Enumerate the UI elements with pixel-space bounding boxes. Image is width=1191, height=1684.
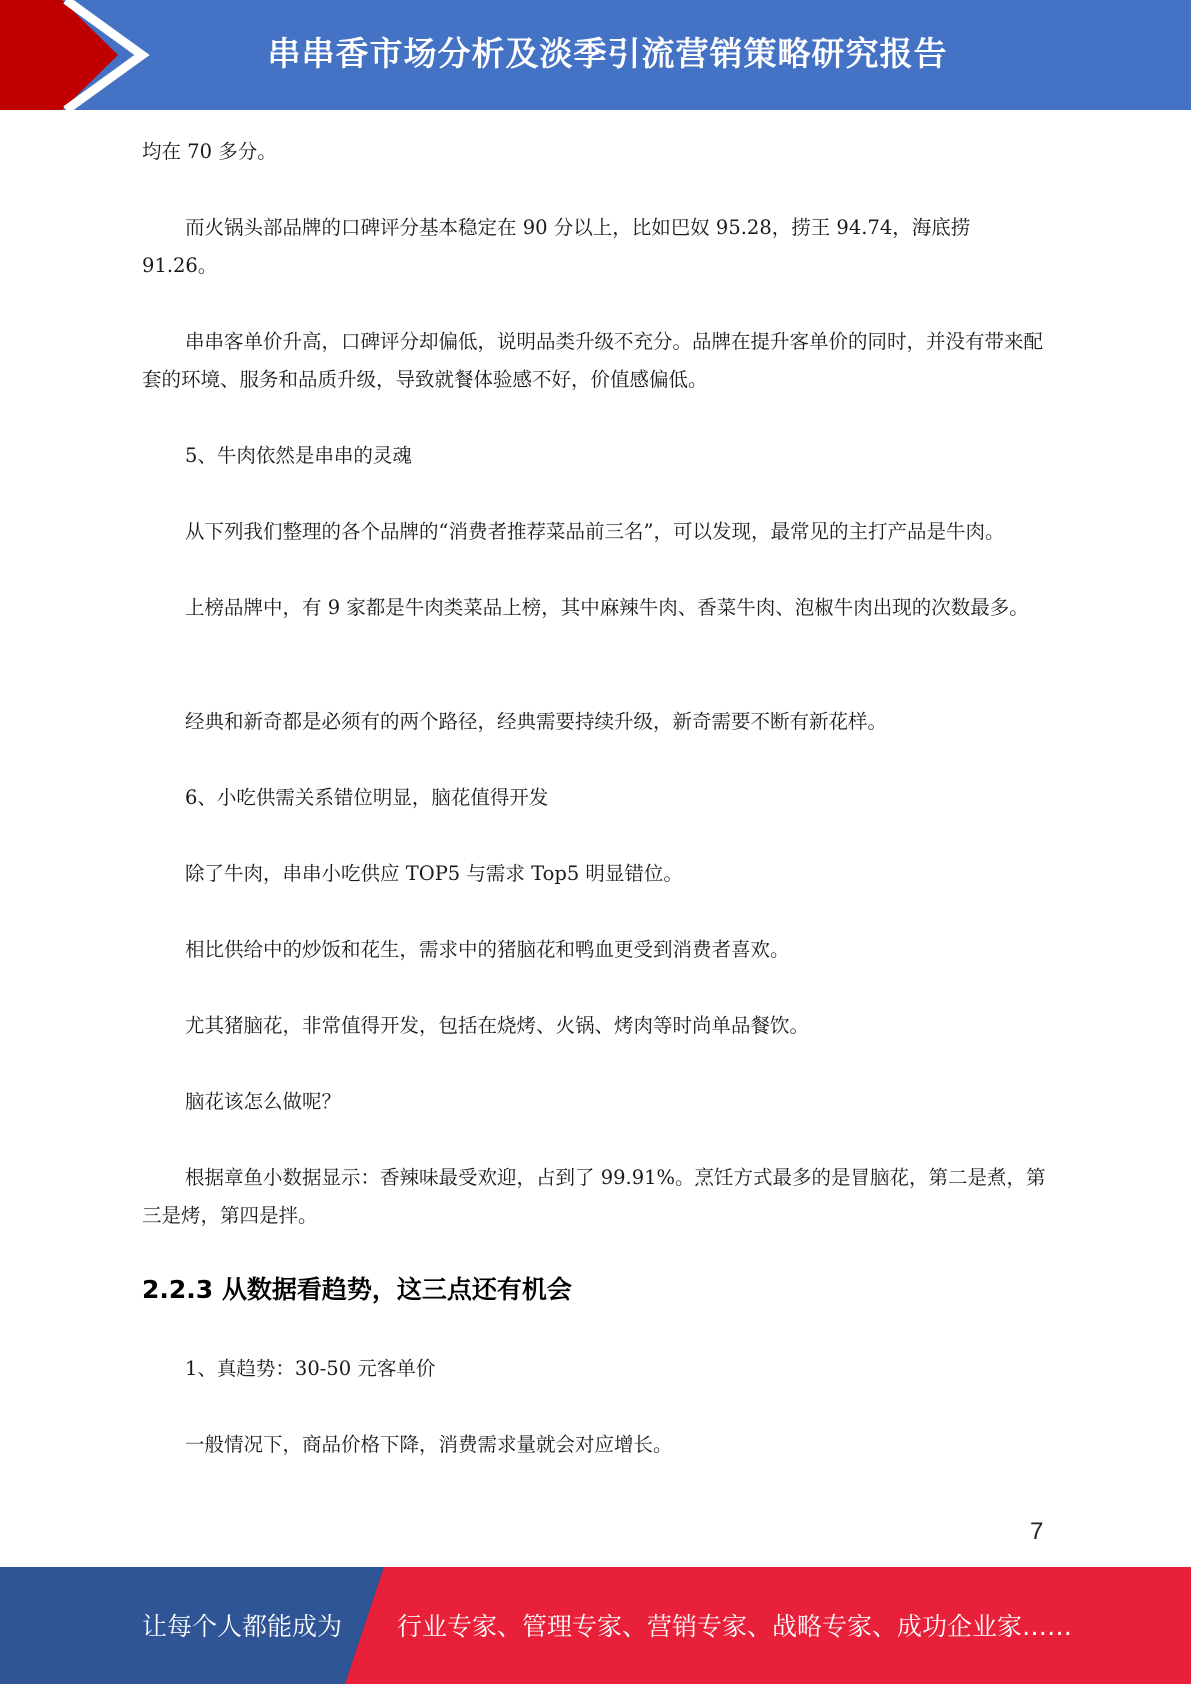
paragraph: 脑花该怎么做呢？ (185, 1090, 342, 1113)
paragraph: 从下列我们整理的各个品牌的“消费者推荐菜品前三名”，可以发现，最常见的主打产品是牛肉。 (185, 520, 1005, 543)
paragraph: 而火锅头部品牌的口碑评分基本稳定在 90 分以上，比如巴奴 95.28，捞王 94.74，海底捞 91.26。 (142, 216, 971, 277)
subheading-snacks: 6、小吃供需关系错位明显，脑花值得开发 (185, 786, 549, 809)
paragraph: 除了牛肉，串串小吃供应 TOP5 与需求 Top5 明显错位。 (185, 862, 683, 885)
paragraph: 相比供给中的炒饭和花生，需求中的猪脑花和鸭血更受到消费者喜欢。 (185, 938, 790, 961)
paragraph: 根据章鱼小数据显示：香辣味最受欢迎，占到了 99.91%。烹饪方式最多的是冒脑花，第二是煮，第三是烤，第四是拌。 (142, 1166, 1046, 1227)
paragraph: 经典和新奇都是必须有的两个路径，经典需要持续升级，新奇需要不断有新花样。 (185, 710, 888, 733)
header-banner (0, 0, 1191, 110)
paragraph: 串串客单价升高，口碑评分却偏低，说明品类升级不充分。品牌在提升客单价的同时，并没有带来配套的环境、服务和品质升级，导致就餐体验感不好，价值感偏低。 (142, 330, 1044, 391)
footer-slogan-right: 行业专家、管理专家、营销专家、战略专家、成功企业家…… (397, 1612, 1073, 1641)
paragraph: 均在 70 多分。 (142, 140, 277, 163)
paragraph: 上榜品牌中，有 9 家都是牛肉类菜品上榜，其中麻辣牛肉、香菜牛肉、泡椒牛肉出现的次数最多。 (185, 596, 1029, 619)
report-title: 串串香市场分析及淡季引流营销策略研究报告 (267, 34, 948, 73)
paragraph: 尤其猪脑花，非常值得开发，包括在烧烤、火锅、烤肉等时尚单品餐饮。 (185, 1014, 810, 1037)
subheading-beef: 5、牛肉依然是串串的灵魂 (185, 444, 412, 467)
section-heading: 2.2.3 从数据看趋势，这三点还有机会 (142, 1275, 572, 1304)
footer-banner (0, 1567, 1191, 1684)
footer-slogan-left: 让每个人都能成为 (142, 1612, 343, 1641)
page-number: 7 (1030, 1518, 1044, 1545)
paragraph: 一般情况下，商品价格下降，消费需求量就会对应增长。 (185, 1433, 673, 1456)
subheading-price: 1、真趋势：30-50 元客单价 (185, 1357, 436, 1380)
